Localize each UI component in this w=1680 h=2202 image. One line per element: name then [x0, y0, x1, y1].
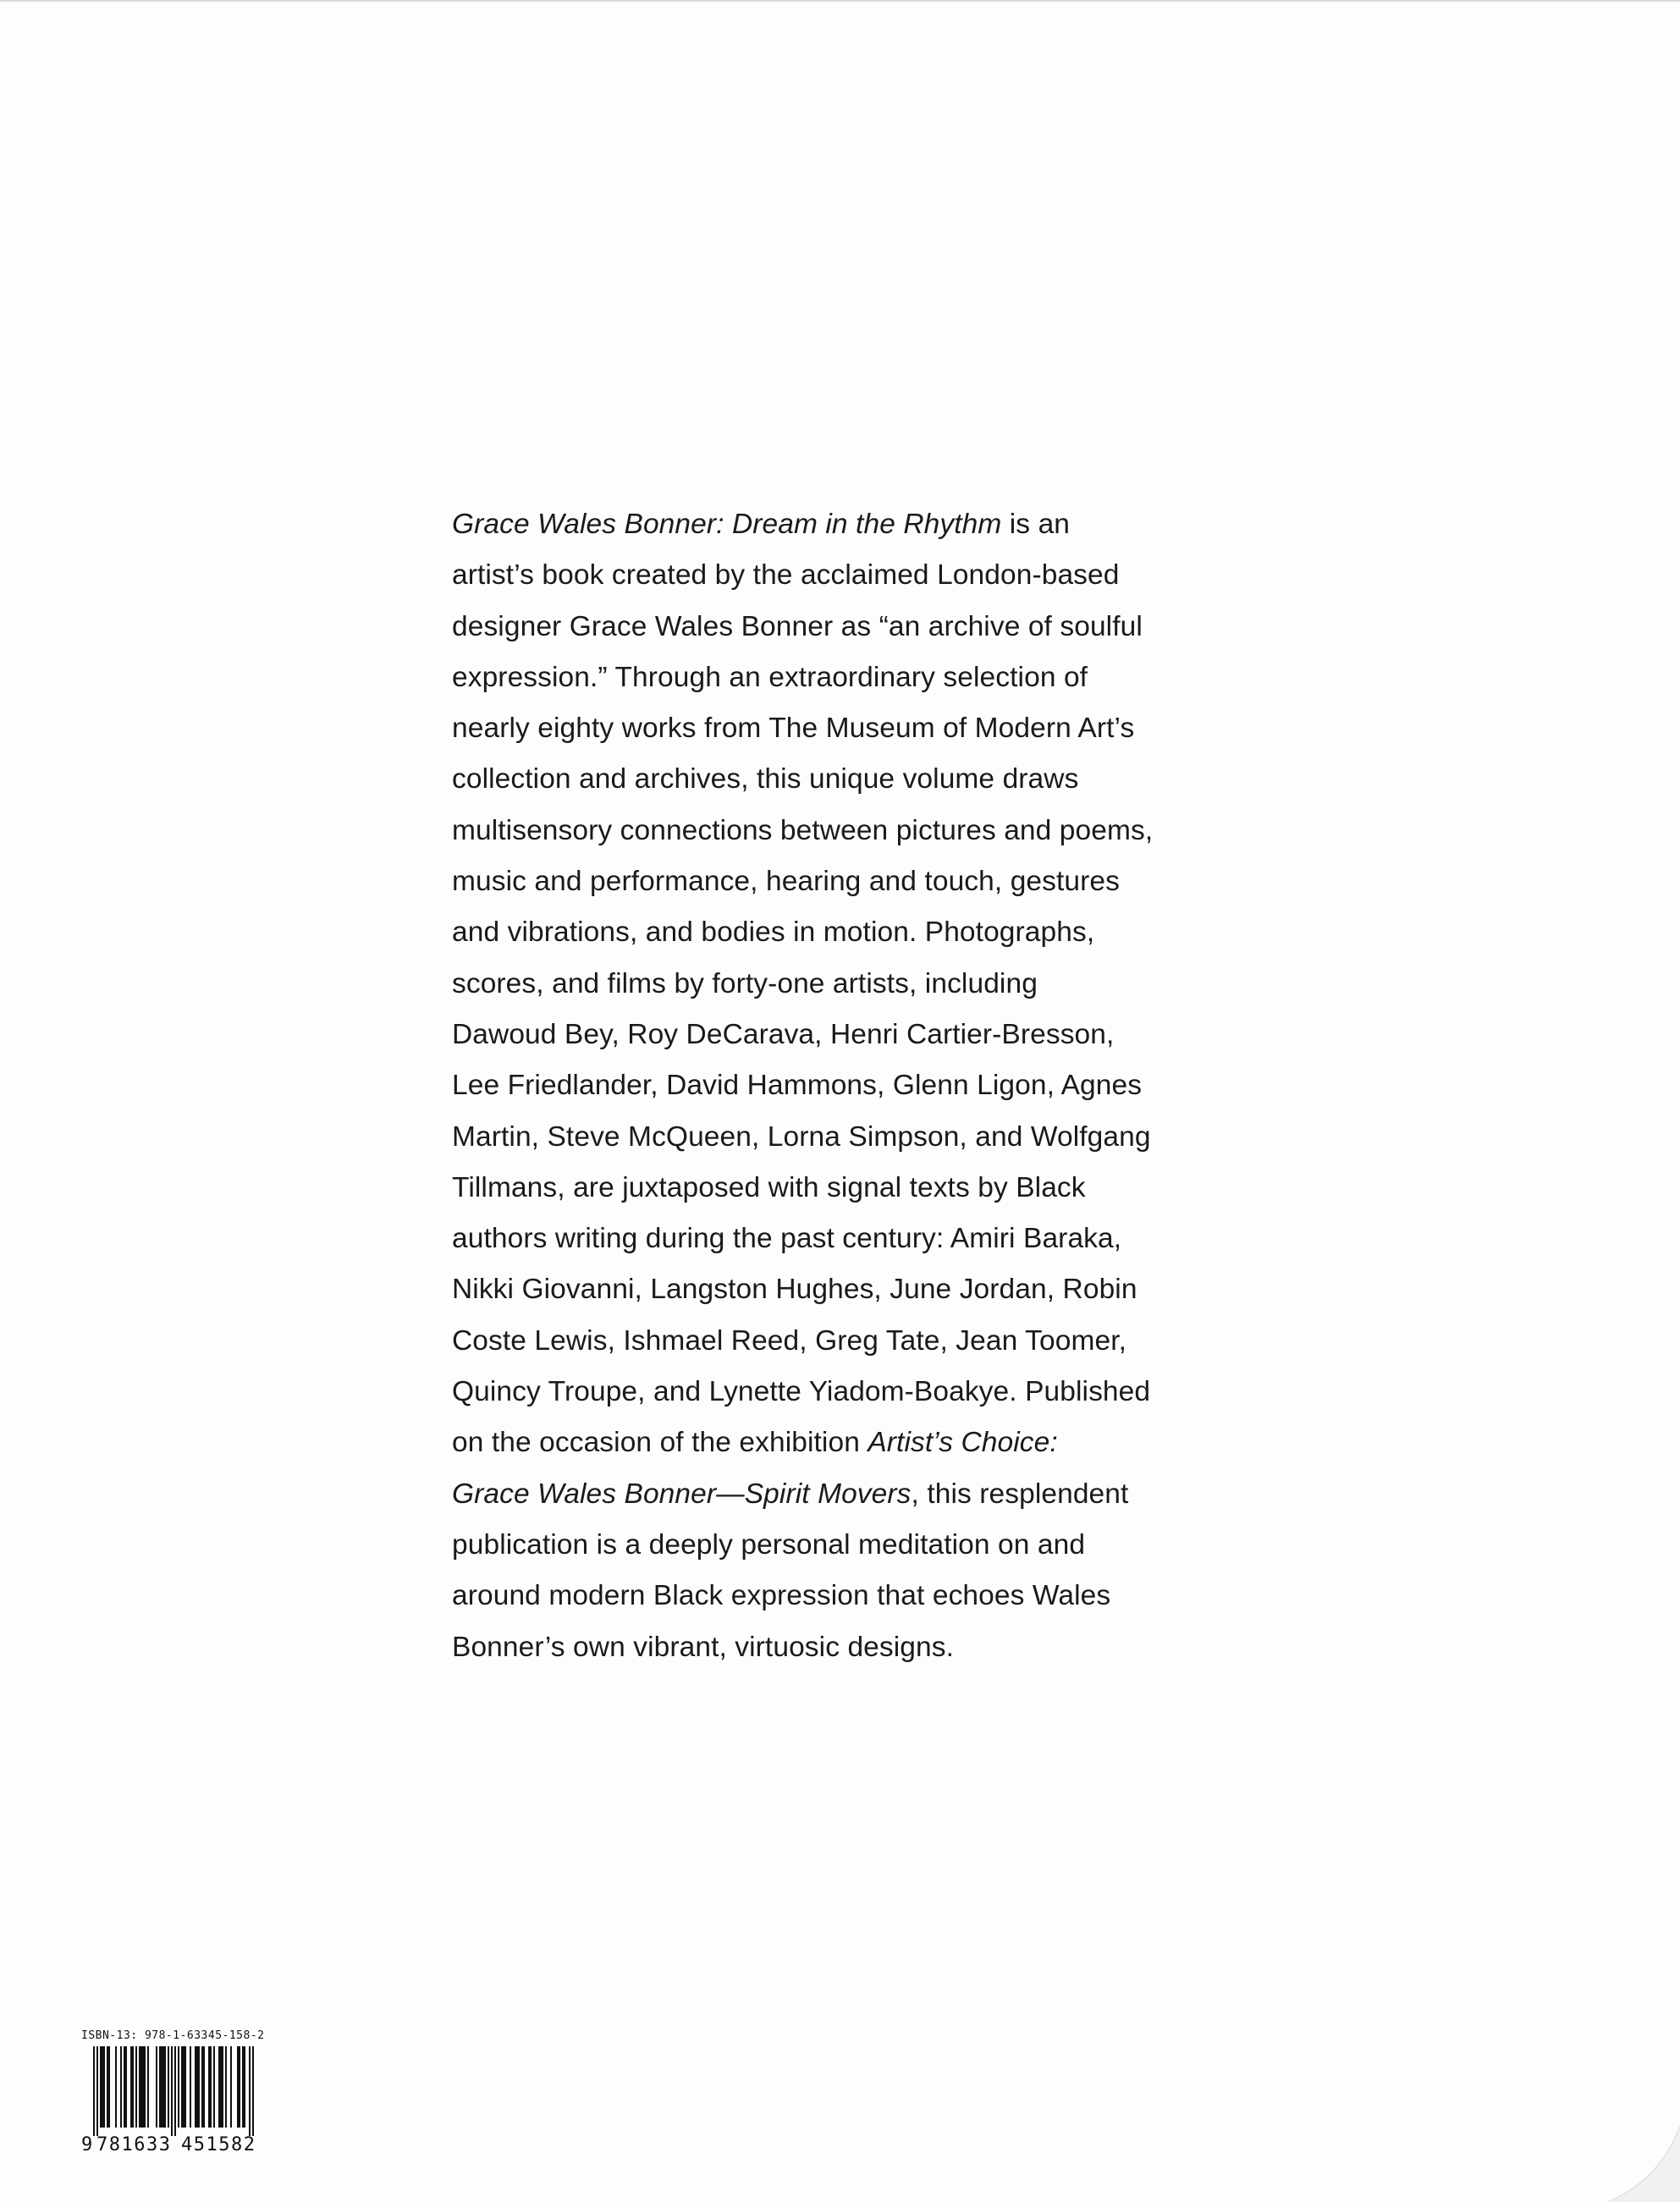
italic-title-text: Artist’s Choice:	[868, 1427, 1058, 1459]
body-text: multisensory connections between pictures and poems,	[452, 814, 1154, 846]
barcode-bar	[249, 2046, 251, 2136]
description-line	[452, 652, 1248, 703]
barcode-bar	[203, 2046, 205, 2128]
body-text: collection and archives, this unique volume draws	[452, 763, 1079, 795]
description-line	[452, 1520, 1248, 1571]
barcode-bar	[164, 2046, 166, 2128]
description-line	[452, 1264, 1248, 1315]
barcode-bar	[225, 2046, 227, 2128]
barcode-bar	[196, 2046, 198, 2128]
description-line	[452, 1214, 1248, 1264]
barcode-bar	[156, 2046, 157, 2128]
description-line	[452, 856, 1248, 907]
body-text: publication is a deeply personal meditation on and	[452, 1528, 1086, 1561]
barcode-bar	[252, 2046, 254, 2136]
barcode-bar	[161, 2046, 162, 2128]
description-line	[452, 1316, 1248, 1367]
description-line	[452, 1622, 1248, 1673]
barcode-bar	[201, 2046, 203, 2128]
barcode-bar	[208, 2046, 210, 2128]
barcode-bar	[244, 2046, 245, 2128]
barcode-bar	[102, 2046, 103, 2128]
isbn-label: ISBN-13: 978-1-63345-158-2	[81, 2029, 265, 2042]
description-line	[452, 1418, 1248, 1468]
description-line	[452, 907, 1248, 958]
description-line	[452, 754, 1248, 805]
ean-first-digit: 9	[81, 2134, 93, 2155]
barcode-bar	[185, 2046, 186, 2128]
barcode-bar	[103, 2046, 105, 2128]
description-line	[452, 959, 1248, 1010]
description-line	[452, 1469, 1248, 1520]
barcode-bar	[213, 2046, 215, 2128]
book-description	[452, 499, 1248, 1673]
body-text: artist’s book created by the acclaimed London-based	[452, 559, 1120, 592]
barcode-bar	[218, 2046, 220, 2128]
barcode-bar	[237, 2046, 239, 2128]
body-text: authors writing during the past century: Amiri Baraka,	[452, 1223, 1122, 1255]
barcode-bar	[174, 2046, 176, 2136]
barcode-bar	[107, 2046, 108, 2128]
body-text: Dawoud Bey, Roy DeCarava, Henri Cartier-Bresson,	[452, 1018, 1115, 1050]
barcode-bar	[120, 2046, 122, 2128]
body-text: Quincy Troupe, and Lynette Yiadom-Boakye. Published	[452, 1376, 1151, 1408]
barcode-bar	[220, 2046, 222, 2128]
barcode-bar	[108, 2046, 110, 2128]
barcode-bar	[124, 2046, 125, 2128]
barcode-bar	[190, 2046, 191, 2128]
barcode-bar	[132, 2046, 134, 2128]
description-line	[452, 1367, 1248, 1418]
barcode-bar	[222, 2046, 223, 2128]
body-text: expression.” Through an extraordinary selection of	[452, 661, 1088, 693]
barcode-bar	[181, 2046, 183, 2128]
body-text: is an	[1001, 509, 1071, 540]
barcode-bar	[93, 2046, 95, 2136]
barcode-bar	[159, 2046, 161, 2128]
body-text: , this resplendent	[911, 1478, 1129, 1510]
barcode-bar	[183, 2046, 185, 2128]
description-line	[452, 1060, 1248, 1111]
barcode-bar	[147, 2046, 149, 2128]
barcode-bar	[139, 2046, 140, 2128]
barcode-bar	[198, 2046, 200, 2128]
body-text: scores, and films by forty-one artists, including	[452, 967, 1038, 999]
barcode-bar	[96, 2046, 98, 2136]
barcode-bar	[125, 2046, 127, 2128]
body-text: music and performance, hearing and touch, gestures	[452, 866, 1120, 898]
italic-title-text: Grace Wales Bonner: Dream in the Rhythm	[452, 509, 1002, 540]
barcode-bar	[130, 2046, 132, 2128]
description-line	[452, 806, 1248, 856]
barcode-bar	[162, 2046, 164, 2128]
body-text: Coste Lewis, Ishmael Reed, Greg Tate, Jean Toomer,	[452, 1324, 1127, 1357]
body-text: Martin, Steve McQueen, Lorna Simpson, and Wolfgang	[452, 1120, 1151, 1153]
barcode-bar	[239, 2046, 240, 2128]
body-text: nearly eighty works from The Museum of Modern Art’s	[452, 713, 1135, 745]
barcode-bar	[142, 2046, 144, 2128]
description-line	[452, 703, 1248, 754]
barcode-bar	[168, 2046, 169, 2128]
description-line	[452, 499, 1248, 550]
description-line	[452, 1571, 1248, 1621]
italic-title-text: Grace Wales Bonner—Spirit Movers	[452, 1478, 912, 1510]
body-text: Tillmans, are juxtaposed with signal texts by Black	[452, 1171, 1086, 1203]
body-text: Nikki Giovanni, Langston Hughes, June Jordan, Robin	[452, 1274, 1137, 1306]
barcode-bar	[100, 2046, 102, 2128]
barcode-bar	[140, 2046, 142, 2128]
barcode-bar	[242, 2046, 244, 2128]
body-text: Lee Friedlander, David Hammons, Glenn Ligon, Agnes	[452, 1070, 1143, 1102]
body-text: Bonner’s own vibrant, virtuosic designs.	[452, 1631, 955, 1663]
description-line	[452, 1010, 1248, 1060]
ean-left-group: 781633	[96, 2134, 172, 2155]
body-text: designer Grace Wales Bonner as “an archive of soulful	[452, 610, 1143, 642]
description-line	[452, 1163, 1248, 1214]
body-text: around modern Black expression that echoes Wales	[452, 1580, 1111, 1612]
barcode-bar	[171, 2046, 173, 2136]
ean-right-group: 451582	[181, 2134, 256, 2155]
body-text: on the occasion of the exhibition	[452, 1427, 868, 1459]
barcode-bar	[135, 2046, 137, 2128]
barcode-bar	[230, 2046, 232, 2128]
page-top-edge	[0, 0, 1680, 3]
description-line	[452, 602, 1248, 652]
barcode-bar	[210, 2046, 212, 2128]
description-line	[452, 550, 1248, 601]
barcode-bar	[195, 2046, 196, 2128]
barcode-bar	[115, 2046, 117, 2128]
body-text: and vibrations, and bodies in motion. Photographs,	[452, 917, 1095, 949]
description-line	[452, 1112, 1248, 1163]
barcode-bars	[81, 2046, 259, 2138]
barcode-bar	[144, 2046, 146, 2128]
barcode-bar	[178, 2046, 179, 2128]
isbn-barcode	[81, 2029, 276, 2156]
page-corner-wear	[1587, 2109, 1680, 2202]
